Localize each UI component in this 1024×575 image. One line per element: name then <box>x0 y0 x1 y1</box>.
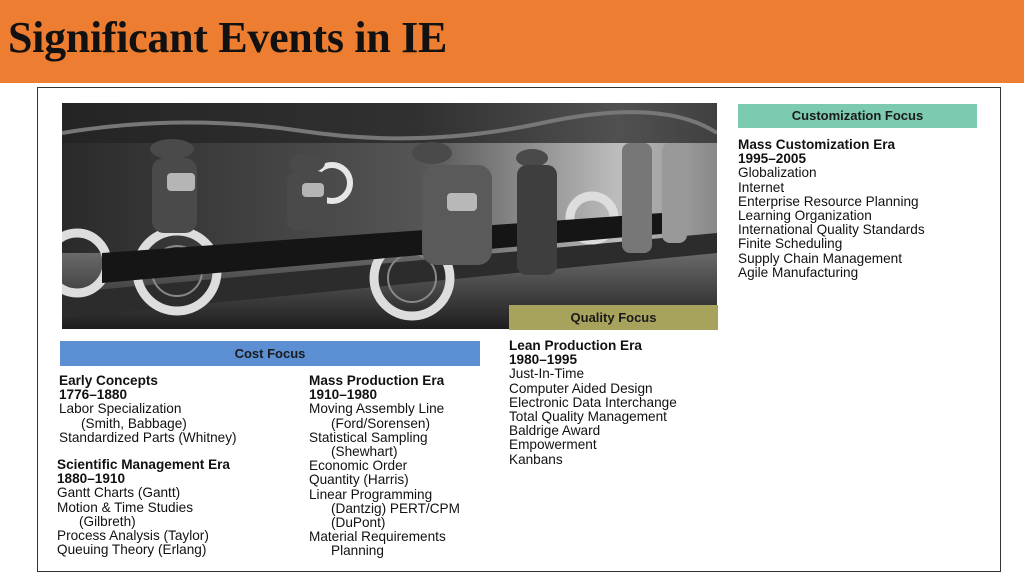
list-item: Motion & Time Studies <box>57 499 193 515</box>
scientific-management-era <box>57 458 230 557</box>
list-item: Queuing Theory (Erlang) <box>57 542 207 558</box>
list-item: Enterprise Resource Planning <box>738 193 919 209</box>
customization-focus-band: Customization Focus <box>738 104 977 128</box>
early-concepts-era <box>59 374 237 445</box>
era-years: 1776–1880 <box>59 387 128 403</box>
list-item: Supply Chain Management <box>738 250 902 266</box>
list-item: Finite Scheduling <box>738 236 843 252</box>
list-item: Just-In-Time <box>509 366 585 382</box>
list-item: Material Requirements <box>309 529 446 545</box>
era-years: 1910–1980 <box>309 387 378 403</box>
list-item: Process Analysis (Taylor) <box>57 528 209 544</box>
era-years: 1995–2005 <box>738 151 807 167</box>
title-bar <box>0 0 1024 83</box>
list-item: Computer Aided Design <box>509 380 653 396</box>
list-item: Standardized Parts (Whitney) <box>59 429 237 445</box>
list-item: Agile Manufacturing <box>738 264 859 280</box>
era-years: 1880–1910 <box>57 471 126 487</box>
list-item: Electronic Data Interchange <box>509 394 677 410</box>
list-item: Globalization <box>738 165 817 181</box>
list-item: International Quality Standards <box>738 222 925 238</box>
list-item: Total Quality Management <box>509 409 667 425</box>
list-item: Planning <box>331 543 384 559</box>
list-item: (DuPont) <box>331 515 386 531</box>
list-item: Labor Specialization <box>59 401 182 417</box>
era-years: 1980–1995 <box>509 352 578 368</box>
list-item: Economic Order <box>309 458 408 474</box>
list-item: Quantity (Harris) <box>309 472 409 488</box>
lean-production-era <box>509 339 677 467</box>
era-heading: Mass Production Era <box>309 373 445 388</box>
slide-title: Significant Events in IE <box>8 13 448 62</box>
list-item: (Ford/Sorensen) <box>331 415 430 431</box>
mass-customization-era <box>738 138 925 280</box>
list-item: (Dantzig) PERT/CPM <box>331 500 460 516</box>
list-item: Internet <box>738 179 785 195</box>
list-item: Baldrige Award <box>509 423 601 439</box>
list-item: Moving Assembly Line <box>309 401 445 417</box>
era-heading: Scientific Management Era <box>57 457 230 472</box>
mass-production-era <box>309 374 460 559</box>
cost-focus-band: Cost Focus <box>60 341 480 366</box>
era-heading: Early Concepts <box>59 373 158 388</box>
list-item: (Gilbreth) <box>79 513 136 529</box>
list-item: (Smith, Babbage) <box>81 415 187 431</box>
list-item: Learning Organization <box>738 208 872 224</box>
list-item: Gantt Charts (Gantt) <box>57 485 181 501</box>
list-item: Statistical Sampling <box>309 429 428 445</box>
list-item: Linear Programming <box>309 486 433 502</box>
list-item: Kanbans <box>509 451 563 467</box>
list-item: (Shewhart) <box>331 444 398 460</box>
era-heading: Lean Production Era <box>509 338 642 353</box>
era-heading: Mass Customization Era <box>738 137 896 152</box>
quality-focus-band: Quality Focus <box>509 305 718 330</box>
assembly-line-photo <box>62 103 717 329</box>
list-item: Empowerment <box>509 437 597 453</box>
